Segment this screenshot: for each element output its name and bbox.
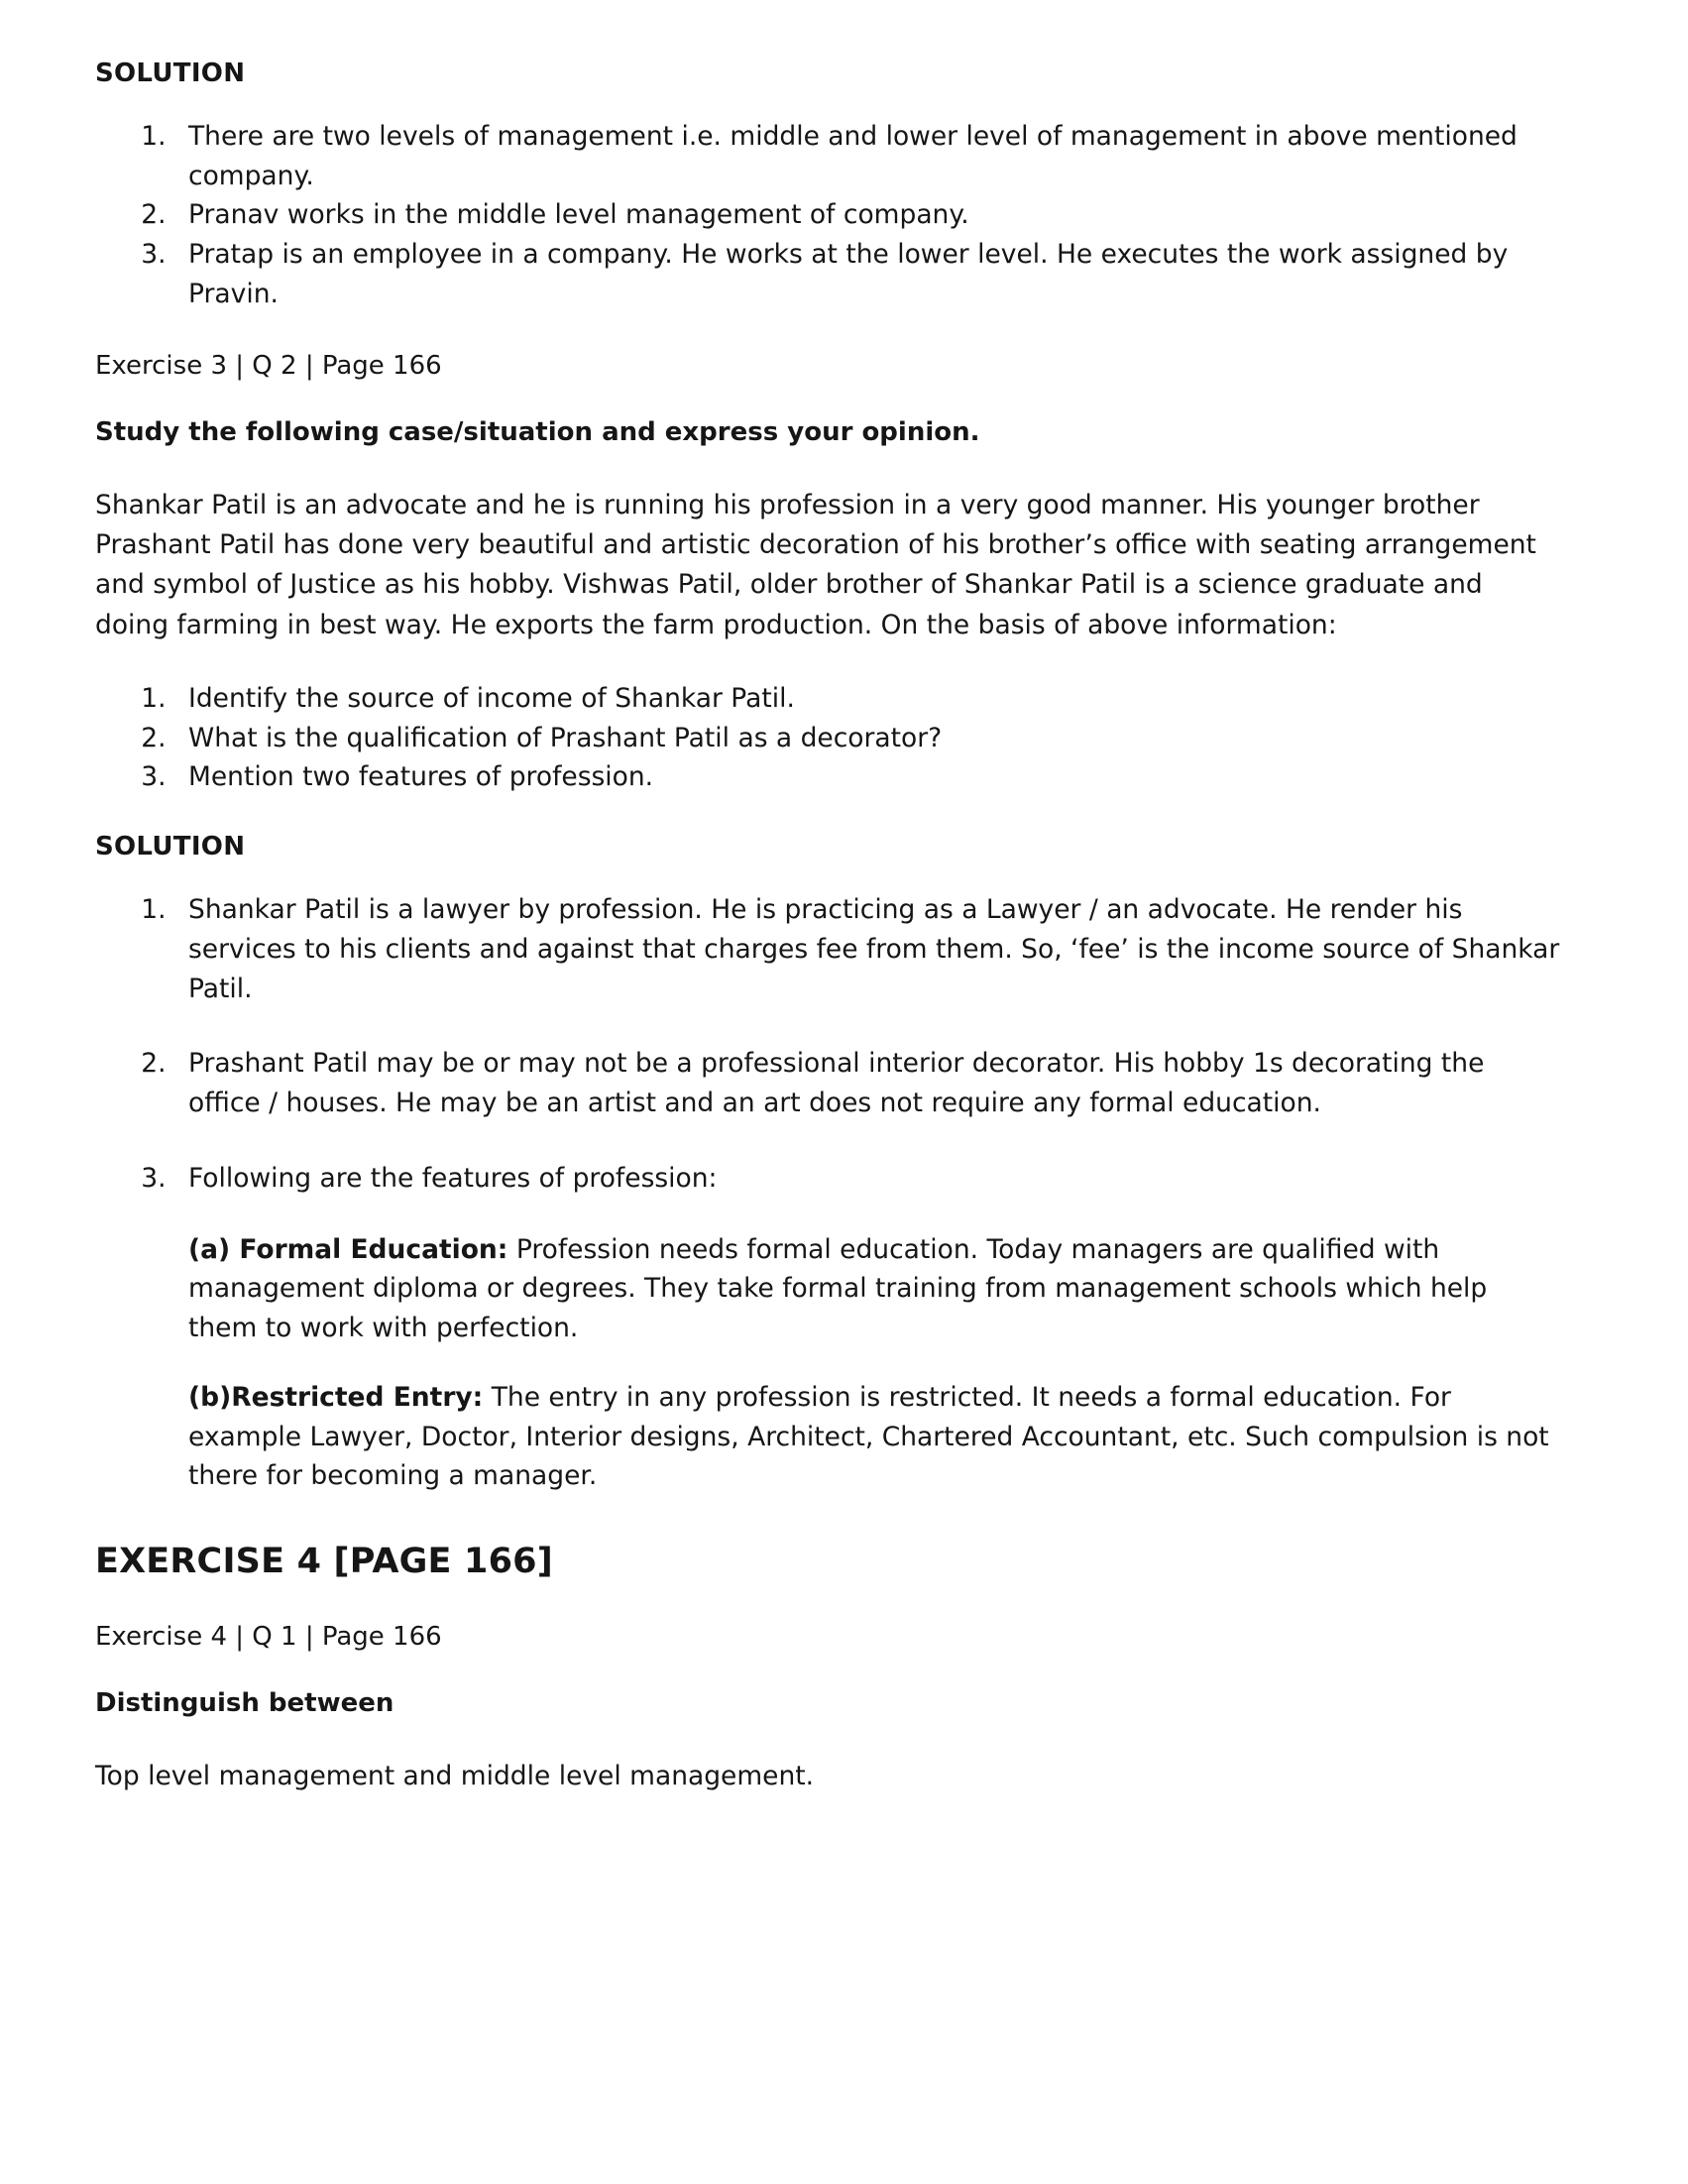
distinguish-heading: Distinguish between — [95, 1688, 394, 1719]
feature-b — [188, 1378, 1562, 1496]
list-item: 1. There are two levels of management i.e. middle and lower level of management in above mentioned company. — [174, 117, 1562, 196]
feature-b-label: (b)Restricted Entry: — [188, 1381, 484, 1413]
document-content — [95, 57, 1562, 1796]
list-item: 3. Pratap is an employee in a company. He works at the lower level. He executes the work assigned by Pravin. — [174, 235, 1562, 314]
exercise-meta-1: Exercise 3 | Q 2 | Page 166 — [95, 350, 442, 381]
list-item: 1. Shankar Patil is a lawyer by profession. He is practicing as a Lawyer / an advocate. He render his services to his clients and against that charges fee from them. So, ‘fee’ is the income source of Shankar Patil. — [174, 890, 1562, 1008]
question-list-1 — [95, 679, 1562, 797]
feature-a-text: Profession needs formal education. Today managers are qualified with management diploma or degrees. They take formal training from management schools which help them to work with perfection. — [188, 1233, 1488, 1344]
exercise-title: EXERCISE 4 [PAGE 166] — [95, 1542, 553, 1582]
list-item: 2. What is the qualification of Prashant Patil as a decorator? — [174, 719, 1562, 758]
feature-a — [188, 1230, 1562, 1348]
list-item: 2. Pranav works in the middle level management of company. — [174, 195, 1562, 235]
solution-list-2 — [95, 890, 1562, 1496]
solution-heading-2: SOLUTION — [95, 832, 246, 862]
question-heading-1: Study the following case/situation and express your opinion. — [95, 417, 980, 448]
distinguish-text: Top level management and middle level management. — [95, 1760, 815, 1791]
feature-a-label: (a) Formal Education: — [188, 1233, 508, 1265]
exercise-meta-2: Exercise 4 | Q 1 | Page 166 — [95, 1621, 442, 1652]
list-item: 3. Mention two features of profession. — [174, 757, 1562, 797]
list-item: 1. Identify the source of income of Shankar Patil. — [174, 679, 1562, 719]
list-item: 2. Prashant Patil may be or may not be a professional interior decorator. His hobby 1s decorating the office / houses. He may be an artist and an art does not require any formal education. — [174, 1044, 1562, 1123]
features-intro: Following are the features of profession: — [188, 1162, 718, 1194]
solution-heading-1: SOLUTION — [95, 58, 246, 88]
case-paragraph: Shankar Patil is an advocate and he is running his profession in a very good manner. His younger brother Prashant Patil has done very beautiful and artistic decoration of his brother’s office with seating arrangement and symbol of Justice as his hobby. Vishwas Patil, older brother of Shankar Patil is a science graduate and doing farming in best way. He exports the farm production. On the basis of above information: — [95, 489, 1536, 640]
solution-list-1 — [95, 117, 1562, 314]
list-item — [174, 1159, 1562, 1496]
feature-b-text: The entry in any profession is restricted. It needs a formal education. For example Lawyer, Doctor, Interior designs, Architect, Chartered Accountant, etc. Such compulsion is not there for becoming a manager. — [188, 1381, 1549, 1492]
